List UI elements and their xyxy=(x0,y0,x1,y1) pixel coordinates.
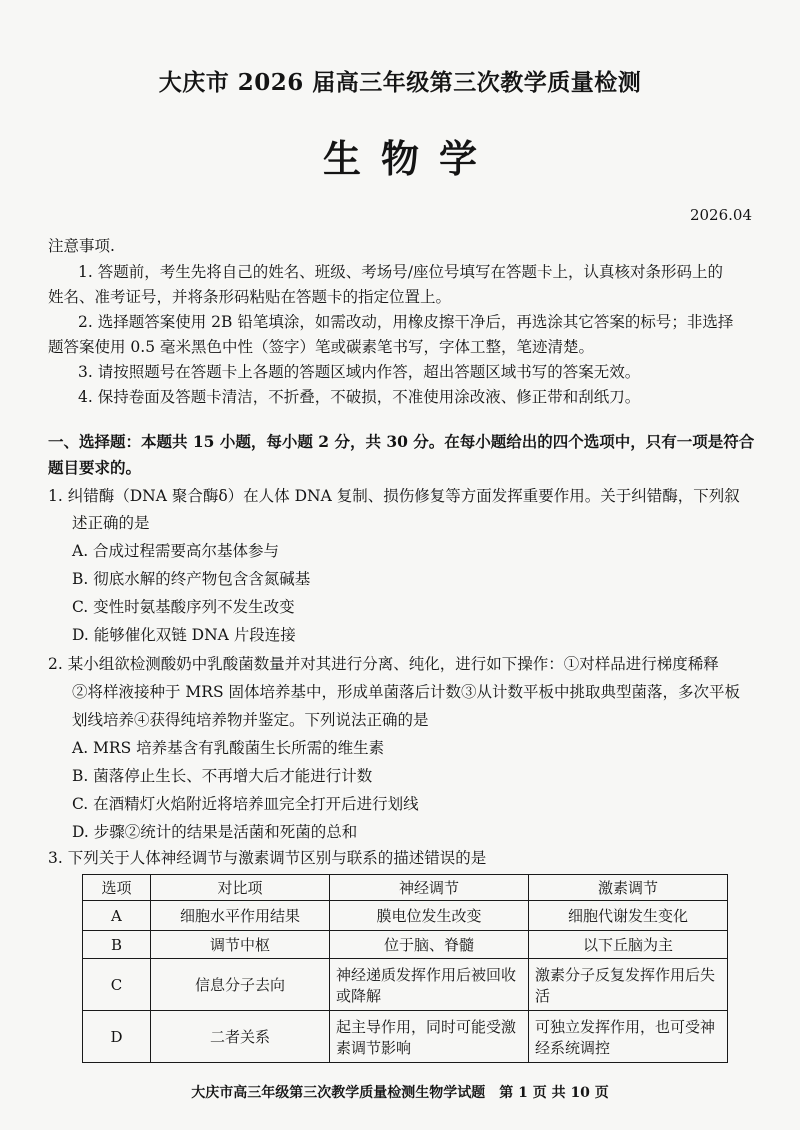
question-stem: 2. 某小组欲检测酸奶中乳酸菌数量并对其进行分离、纯化，进行如下操作：①对样品进行梯度稀释 xyxy=(48,655,719,673)
exam-title: 大庆市 2026 届高三年级第三次教学质量检测 xyxy=(158,69,642,96)
table-cell: A xyxy=(83,901,151,931)
question-stem: 3. 下列关于人体神经调节与激素调节区别与联系的描述错误的是 xyxy=(48,849,487,867)
option-b: B. 菌落停止生长、不再增大后才能进行计数 xyxy=(72,767,373,785)
table-header-cell: 激素调节 xyxy=(529,875,728,901)
table-cell: 位于脑、脊髓 xyxy=(330,931,529,959)
section-heading: 一、选择题：本题共 15 小题，每小题 2 分，共 30 分。在每小题给出的四个选项中，只有一项是符合 xyxy=(48,432,755,451)
table-cell: 细胞水平作用结果 xyxy=(150,901,329,931)
table-header-cell: 神经调节 xyxy=(330,875,529,901)
option-b: B. 彻底水解的终产物包含含氮碱基 xyxy=(72,570,311,588)
table-cell: 起主导作用，同时可能受激素调节影响 xyxy=(330,1011,529,1063)
table-row xyxy=(83,901,728,931)
table-cell: 神经递质发挥作用后被回收或降解 xyxy=(330,959,529,1011)
question-stem: 1. 纠错酶（DNA 聚合酶δ）在人体 DNA 复制、损伤修复等方面发挥重要作用。关于纠错酶，下列叙 xyxy=(48,487,740,505)
table-cell: 激素分子反复发挥作用后失活 xyxy=(529,959,728,1011)
notice-line: 题答案使用 0.5 毫米黑色中性（签字）笔或碳素笔书写，字体工整，笔迹清楚。 xyxy=(48,338,595,356)
table-header-cell: 对比项 xyxy=(150,875,329,901)
notice-line: 姓名、准考证号，并将条形码粘贴在答题卡的指定位置上。 xyxy=(48,288,452,306)
notice-line: 2. 选择题答案使用 2B 铅笔填涂，如需改动，用橡皮擦干净后，再选涂其它答案的标号；非选择 xyxy=(78,313,734,331)
table-cell: 可独立发挥作用，也可受神经系统调控 xyxy=(529,1011,728,1063)
option-a: A. MRS 培养基含有乳酸菌生长所需的维生素 xyxy=(72,739,385,757)
table-cell: D xyxy=(83,1011,151,1063)
notice-line: 4. 保持卷面及答题卡清洁，不折叠，不破损，不准使用涂改液、修正带和刮纸刀。 xyxy=(78,388,641,406)
option-c: C. 变性时氨基酸序列不发生改变 xyxy=(72,598,295,616)
table-row xyxy=(83,931,728,959)
page-footer: 大庆市高三年级第三次教学质量检测生物学试题 第 1 页 共 10 页 xyxy=(191,1085,609,1101)
table-cell: 以下丘脑为主 xyxy=(529,931,728,959)
option-d: D. 能够催化双链 DNA 片段连接 xyxy=(72,626,296,644)
question-stem: 述正确的是 xyxy=(72,514,150,532)
table-header-cell: 选项 xyxy=(83,875,151,901)
notice-line: 3. 请按照题号在答题卡上各题的答题区域内作答，超出答题区域书写的答案无效。 xyxy=(78,363,641,381)
subject-title: 生物学 xyxy=(322,136,497,181)
table-cell: 信息分子去向 xyxy=(150,959,329,1011)
table-cell: 细胞代谢发生变化 xyxy=(529,901,728,931)
section-heading: 题目要求的。 xyxy=(48,458,142,477)
table-header-row xyxy=(83,875,728,901)
table-row xyxy=(83,1011,728,1063)
option-a: A. 合成过程需要高尔基体参与 xyxy=(72,542,280,560)
comparison-table xyxy=(82,874,728,1063)
option-c: C. 在酒精灯火焰附近将培养皿完全打开后进行划线 xyxy=(72,795,419,813)
notice-title: 注意事项. xyxy=(48,237,115,255)
table-row xyxy=(83,959,728,1011)
table-cell: 二者关系 xyxy=(150,1011,329,1063)
notice-line: 1. 答题前，考生先将自己的姓名、班级、考场号/座位号填写在答题卡上，认真核对条形码上的 xyxy=(78,263,723,281)
option-d: D. 步骤②统计的结果是活菌和死菌的总和 xyxy=(72,823,358,841)
question-stem: ②将样液接种于 MRS 固体培养基中，形成单菌落后计数③从计数平板中挑取典型菌落，多次平板 xyxy=(72,683,741,701)
table-cell: 膜电位发生改变 xyxy=(330,901,529,931)
table-cell: 调节中枢 xyxy=(150,931,329,959)
exam-date: 2026.04 xyxy=(689,206,752,224)
question-stem: 划线培养④获得纯培养物并鉴定。下列说法正确的是 xyxy=(72,711,429,729)
table-cell: C xyxy=(83,959,151,1011)
table-cell: B xyxy=(83,931,151,959)
